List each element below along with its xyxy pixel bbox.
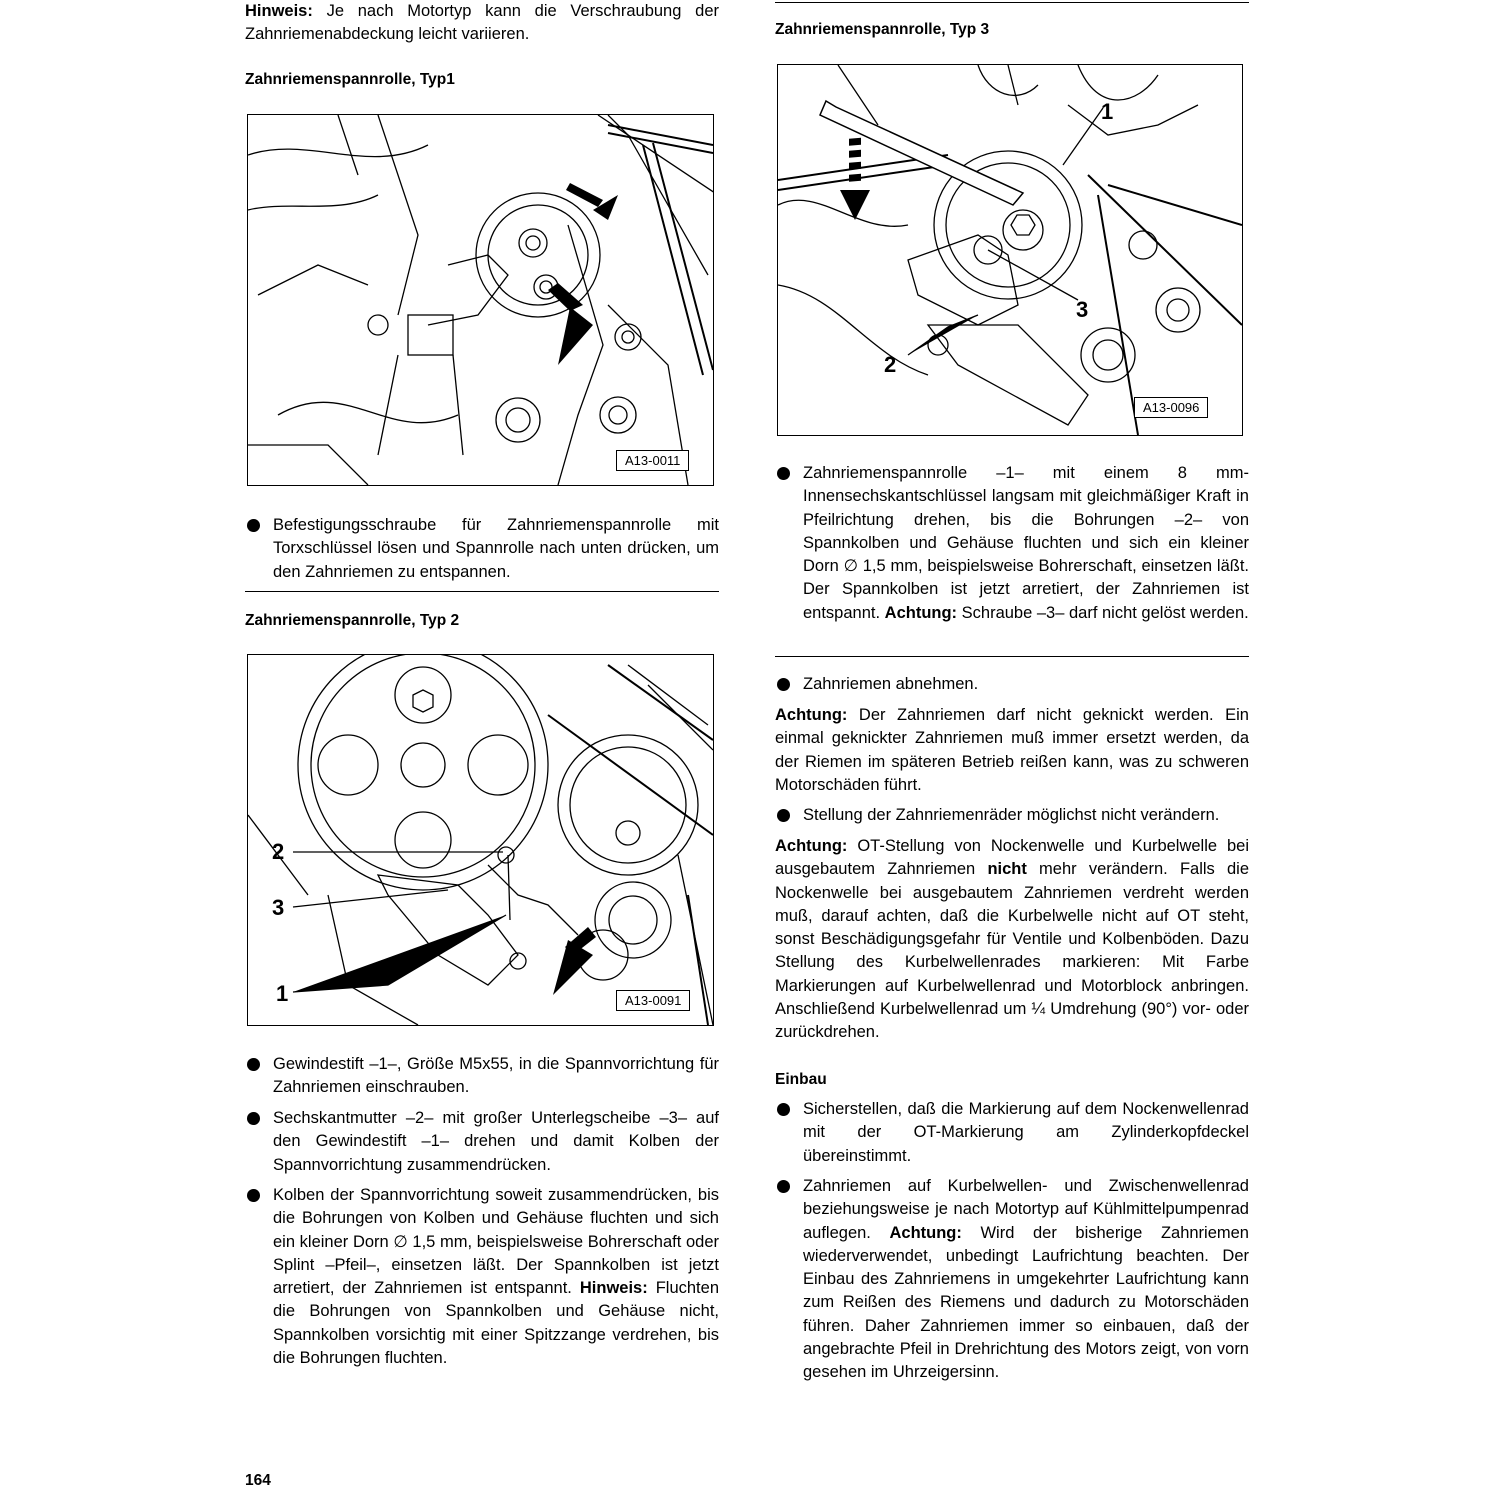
callout-label: 1 [276,981,289,1006]
achtung-emphasis: nicht [987,860,1027,879]
divider [775,2,1249,3]
divider [775,656,1249,657]
list-item [775,673,1249,696]
callout-label: 3 [1076,297,1089,322]
list-item [775,462,1249,625]
bullet-icon [777,678,790,691]
achtung-paragraph [775,835,1249,1045]
figure-typ3 [777,64,1243,436]
bullet-text: Gewindestift –1–, Größe M5x55, in die Spannvorrichtung für Zahnriemen einschrauben. [273,1055,719,1097]
achtung-text: Der Zahnriemen darf nicht geknickt werden. Ein einmal geknickter Zahnriemen muß immer ersetzt werden, da der Riemen im späteren Betrieb reißen kann, was zu schweren Motorschäden führt. [775,706,1249,794]
hinweis-paragraph [245,0,719,47]
list-item [245,1053,719,1100]
bullet-text: Zahnriemen abnehmen. [803,675,979,693]
figure-typ2 [247,654,714,1026]
bullet-icon [247,519,260,532]
achtung-label: Achtung: [775,706,848,724]
bullet-text: Sicherstellen, daß die Markierung auf dem Nockenwellenrad mit der OT-Markierung am Zylinderkopfdeckel übereinstimmt. [803,1100,1249,1165]
bullet-icon [777,809,790,822]
hinweis-text: Je nach Motortyp kann die Verschraubung der Zahnriemenabdeckung leicht variieren. [245,2,719,44]
bullet-icon [777,1180,790,1193]
figure-typ1 [247,114,714,486]
list-item [245,514,719,584]
bullet-icon [247,1189,260,1202]
bullet-achtung-label: Achtung: [889,1223,962,1242]
bullet-hinweis-label: Hinweis: [579,1279,648,1298]
achtung-paragraph [775,704,1249,797]
callout-label: 1 [1101,99,1114,124]
figure-typ2-drawing [248,655,713,1025]
bullet-text-b: Schraube –3– darf nicht gelöst werden. [957,603,1249,622]
hinweis-label: Hinweis: [245,2,313,20]
list-item [775,1175,1249,1385]
callout-label: 3 [272,895,285,920]
heading-typ3: Zahnriemenspannrolle, Typ 3 [775,21,990,38]
list-item [245,1107,719,1177]
list-item [775,804,1249,827]
heading-typ2: Zahnriemenspannrolle, Typ 2 [245,612,460,629]
achtung-label: Achtung: [775,837,848,855]
list-item [245,1184,719,1370]
bullet-text-a: Zahnriemenspannrolle –1– mit einem 8 mm-Innensechskantschlüssel langsam mit gleichmäßiger Kraft in Pfeilrichtung drehen, bis die Bohrungen –2– von Spannkolben und Gehäuse fluchten und sich ein kleiner Dorn ∅ 1,5 mm, beispielsweise Bohrerschaft, einsetzen läßt. Der Spannkolben ist jetzt arretiert, der Zahnriemen ist entspannt. [803,464,1249,622]
bullet-icon [777,1103,790,1116]
bullet-text-b: Fluchten die Bohrungen von Spannkolben und Gehäuse nicht, Spannkolben vorsichtig mit einer Spitzzange verdrehen, bis die Bohrungen fluchten. [273,1279,719,1368]
figure-typ3-drawing [778,65,1242,435]
list-item [775,1098,1249,1168]
callout-label: 2 [884,352,897,377]
bullet-icon [247,1112,260,1125]
bullet-icon [777,467,790,480]
bullet-text: Stellung der Zahnriemenräder möglichst nicht verändern. [803,806,1220,824]
bullet-achtung-label: Achtung: [884,603,958,622]
bullet-text-a: Kolben der Spannvorrichtung soweit zusammendrücken, bis die Bohrungen von Kolben und Gehäuse fluchten und sich ein kleiner Dorn ∅ 1,5 mm, beispielsweise Bohrerschaft oder Splint –Pfeil–, einsetzen läßt. Der Spannkolben ist jetzt arretiert, der Zahnriemen ist entspannt. [273,1186,719,1298]
bullet-text-a: Zahnriemen auf Kurbelwellen- und Zwischenwellenrad beziehungsweise je nach Motortyp auf Kühlmittelpumpenrad auflegen. [803,1177,1249,1242]
achtung-text-b: mehr verändern. Falls die Nockenwelle bei ausgebautem Zahnriemen verdreht werden muß, darauf achten, daß die Kurbelwelle nicht auf OT steht, sonst Beschädigungsgefahr für Ventile und Kolbenböden. Dazu Stellung des Kurbelwellenrades markieren: Mit Farbe Markierungen auf Kurbelwellenrad und Motorblock anbringen. Anschließend Kurbelwellenrad um ¼ Umdrehung (90°) vor- oder zurückdrehen. [775,860,1249,1042]
bullet-text [273,1184,719,1370]
heading-typ1: Zahnriemenspannrolle, Typ1 [245,71,455,88]
divider [245,591,719,592]
figure-id-badge: A13-0091 [616,990,690,1011]
figure-id-badge: A13-0096 [1134,397,1208,418]
figure-id-badge: A13-0011 [616,450,689,471]
bullet-text-b: Wird der bisherige Zahnriemen wiederverwendet, unbedingt Laufrichtung beachten. Der Einbau des Zahnriemens in umgekehrter Laufrichtung kann zum Reißen des Riemens und dadurch zu Motorschäden führen. Daher Zahnriemen immer so einbauen, daß der angebrachte Pfeil in Drehrichtung des Motors zeigt, von vorn gesehen im Uhrzeigersinn. [803,1223,1249,1382]
bullet-icon [247,1058,260,1071]
achtung-text-a: OT-Stellung von Nockenwelle und Kurbelwelle bei ausgebautem Zahnriemen [775,837,1249,879]
page-number: 164 [245,1472,271,1489]
bullet-text [803,1175,1249,1385]
heading-einbau: Einbau [775,1071,827,1088]
figure-typ1-drawing [248,115,713,485]
bullet-text [803,462,1249,625]
bullet-text: Sechskantmutter –2– mit großer Unterlegscheibe –3– auf den Gewindestift –1– drehen und damit Kolben der Spannvorrichtung zusammendrücken. [273,1109,719,1174]
callout-label: 2 [272,839,285,864]
bullet-text: Befestigungsschraube für Zahnriemenspannrolle mit Torxschlüssel lösen und Spannrolle nach unten drücken, um den Zahnriemen zu entspannen. [273,516,719,581]
